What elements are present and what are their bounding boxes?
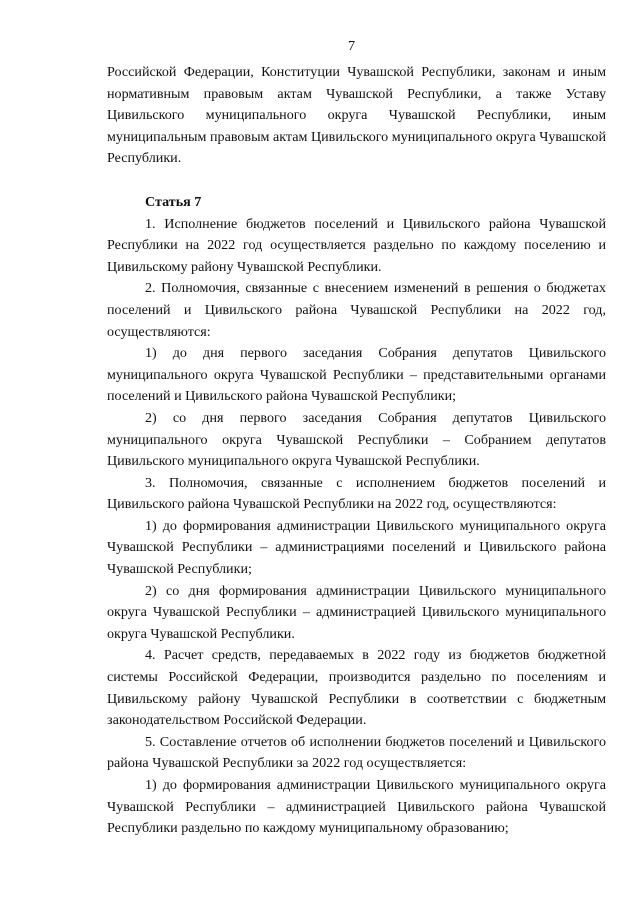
article-paragraph: 1. Исполнение бюджетов поселений и Цивильского района Чувашской Республики на 2022 год осуществляется раздельно по каждому поселению и Цивильскому району Чувашской Республики. — [107, 215, 606, 275]
article-paragraph: 2. Полномочия, связанные с внесением изменений в решения о бюджетах поселений и Цивильского района Чувашской Республики на 2022 год, осуществляются: — [107, 280, 606, 340]
article-paragraph: 4. Расчет средств, передаваемых в 2022 году из бюджетов бюджетной системы Российской Федерации, производится раздельно по поселениям и Цивильскому району Чувашской Республики в соответствии с бюджетным законодательством Российской Федерации. — [107, 647, 606, 729]
section-gap — [107, 170, 606, 192]
article-paragraph: 2) со дня первого заседания Собрания депутатов Цивильского муниципального округа Чувашской Республики – Собранием депутатов Цивильского муниципального округа Чувашской Республики. — [107, 409, 606, 470]
article-paragraph: 1) до формирования администрации Цивильского муниципального округа Чувашской Республики – администрациями поселений и Цивильского района Чувашской Республики; — [107, 517, 606, 578]
article-paragraph: 2) со дня формирования администрации Цивильского муниципального округа Чувашской Республики – администрацией Цивильского муниципального округа Чувашской Республики. — [107, 582, 606, 642]
article-paragraph: 3. Полномочия, связанные с исполнением бюджетов поселений и Цивильского района Чувашской Республики на 2022 год, осуществляются: — [107, 474, 606, 513]
article-body — [107, 214, 606, 840]
page-number: 7 — [347, 38, 356, 54]
article-heading: Статья 7 — [145, 193, 202, 210]
article-paragraph: 1) до дня первого заседания Собрания депутатов Цивильского муниципального округа Чувашской Республики – представительными органами поселений и Цивильского района Чувашской Республики; — [107, 345, 606, 405]
article-paragraph: 1) до формирования администрации Цивильского муниципального округа Чувашской Республики – администрацией Цивильского района Чувашской Республики раздельно по каждому муниципальному образованию; — [107, 777, 606, 837]
article-paragraph: 5. Составление отчетов об исполнении бюджетов поселений и Цивильского района Чувашской Республики за 2022 год осуществляется: — [107, 733, 606, 772]
paragraph-continuation: Российской Федерации, Конституции Чувашской Республики, законам и иным нормативным правовым актам Чувашской Республики, а также Уставу Цивильского муниципального округа Чувашской Республики, иным муниципальным правовым актам Цивильского муниципального округа Чувашской Республики. — [107, 64, 606, 167]
